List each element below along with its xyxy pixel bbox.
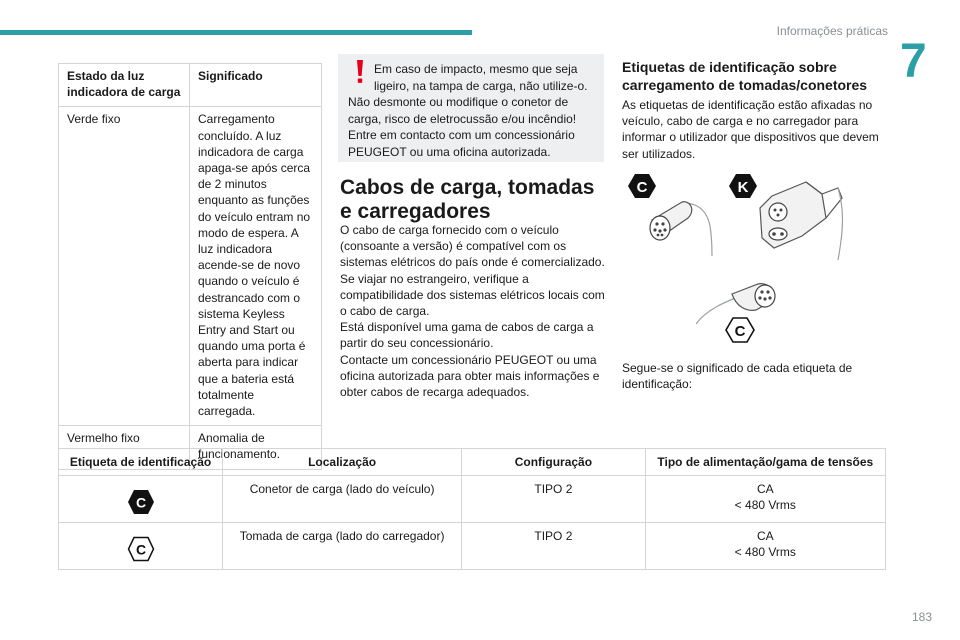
location-cell: Tomada de carga (lado do carregador): [223, 523, 462, 570]
column-header: Configuração: [462, 449, 645, 476]
warning-text: Em caso de impacto, mesmo que seja ligeiro, na tampa de carga, não utilize-o.: [374, 62, 588, 93]
badge-letter: C: [636, 179, 648, 196]
column-header: Localização: [223, 449, 462, 476]
column-header: Etiqueta de identificação: [59, 449, 223, 476]
power-cell: [645, 523, 885, 570]
location-cell: Conetor de carga (lado do veículo): [223, 476, 462, 523]
badge-letter: C: [135, 494, 146, 511]
connector-illustration: [622, 168, 722, 256]
socket-illustration: [696, 280, 786, 346]
paragraph: O cabo de carga fornecido com o veículo (consoante a versão) é compatível com os sistemas elétricos do país onde é comercializado. Se viajar no estrangeiro, verifique a compatibilidade dos sistemas elétricos locais com o cabo de carga.: [340, 223, 605, 319]
power-type: CA: [756, 482, 774, 496]
badge-cell: [59, 523, 223, 570]
badge-cell: [59, 476, 223, 523]
header-accent-bar: [0, 30, 472, 35]
c-outline-badge-icon: [127, 536, 155, 562]
status-meaning-cell: Anomalia de funcionamento.: [190, 426, 322, 469]
paragraph: As etiquetas de identificação estão afixadas no veículo, cabo de carga e no carregador para informar o utilizador que dispositivos que devem ser utilizados.: [622, 98, 879, 161]
power-type: CA: [756, 529, 774, 543]
identification-table: [58, 448, 886, 570]
voltage-range: < 480 Vrms: [734, 545, 796, 559]
badge-letter: C: [734, 323, 746, 340]
exclamation-icon: [356, 60, 364, 84]
column-header: Estado da luz indicadora de carga: [59, 64, 190, 107]
table-row: [59, 107, 322, 426]
charge-status-table: [58, 63, 322, 470]
column-header: Significado: [190, 64, 322, 107]
badge-letter: C: [135, 541, 146, 558]
status-state-cell: Verde fixo: [59, 107, 190, 426]
section-heading: Etiquetas de identificação sobre carregamento de tomadas/conetores: [622, 59, 868, 93]
status-meaning-cell: Carregamento concluído. A luz indicadora de carga apaga-se após cerca de 2 minutos enquanto as funções do veículo entram no modo de espera. A luz indicadora acende-se de novo quando o veículo é destrancado com o sistema Keyless Entry and Start ou quando uma porta é aberta para indicar que a bateria está totalmente carregada.: [190, 107, 322, 426]
paragraph: Segue-se o significado de cada etiqueta de identificação:: [622, 361, 853, 392]
config-cell: TIPO 2: [462, 523, 645, 570]
warning-text: Entre em contacto com um concessionário PEUGEOT ou uma oficina autorizada.: [348, 128, 575, 159]
page-number: 183: [911, 610, 932, 624]
table-row: [59, 476, 886, 523]
table-header-row: [59, 449, 886, 476]
cables-body: [340, 222, 605, 400]
column-header: Tipo de alimentação/gama de tensões: [645, 449, 885, 476]
table-header-row: [59, 64, 322, 107]
power-cell: [645, 476, 885, 523]
c-filled-badge-icon: [127, 489, 155, 515]
table-row: [59, 523, 886, 570]
chapter-number: 7: [900, 35, 927, 88]
section-title: Informações práticas: [776, 24, 888, 38]
warning-text: Não desmonte ou modifique o conetor de carga, risco de eletrocussão e/ou incêndio!: [348, 95, 577, 126]
voltage-range: < 480 Vrms: [734, 498, 796, 512]
warning-box: [338, 54, 604, 162]
config-cell: TIPO 2: [462, 476, 645, 523]
badge-letter: K: [737, 179, 749, 196]
paragraph: Está disponível uma gama de cabos de carga a partir do seu concessionário.: [340, 320, 594, 351]
section-heading: Cabos de carga, tomadas e carregadores: [340, 176, 595, 223]
connector-illustration: [726, 168, 850, 260]
paragraph: Contacte um concessionário PEUGEOT ou uma oficina autorizada para obter mais informações e obter cabos de recarga adequados.: [340, 352, 600, 400]
status-state-cell: Vermelho fixo: [59, 426, 190, 469]
